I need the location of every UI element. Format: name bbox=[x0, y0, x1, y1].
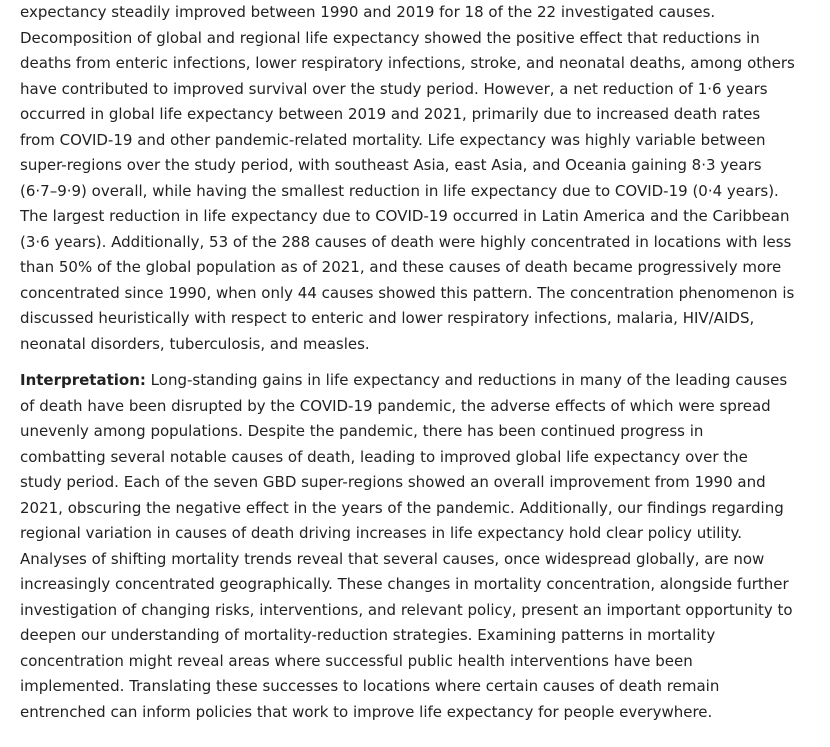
text-line: (3·6 years). Additionally, 53 of the 288 causes of death were highly concentrated in locations with less bbox=[20, 232, 792, 251]
text-line: unevenly among populations. Despite the pandemic, there has been continued progress in bbox=[20, 422, 704, 440]
text-line: investigation of changing risks, interventions, and relevant policy, present an important opportunity to bbox=[20, 600, 793, 619]
text-line: than 50% of the global population as of 2021, and these causes of death became progressively more bbox=[20, 258, 782, 276]
text-line: concentrated since 1990, when only 44 causes showed this pattern. The concentration phenomenon is bbox=[20, 283, 795, 302]
text-line: (6·7–9·9) overall, while having the smallest reduction in life expectancy due to COVID-19 (0·4 years). bbox=[20, 181, 779, 200]
text-line: Analyses of shifting mortality trends reveal that several causes, once widespread globally, are now bbox=[20, 549, 765, 568]
text-line: neonatal disorders, tuberculosis, and measles. bbox=[20, 334, 370, 353]
text-line: deaths from enteric infections, lower respiratory infections, stroke, and neonatal deaths, among others bbox=[20, 54, 795, 72]
interpretation-paragraph bbox=[20, 368, 820, 725]
text-line: occurred in global life expectancy between 2019 and 2021, primarily due to increased death rates bbox=[20, 105, 761, 123]
abstract-text bbox=[20, 0, 820, 725]
interpretation-first-line: Long-standing gains in life expectancy and reductions in many of the leading causes bbox=[145, 371, 788, 389]
text-line: entrenched can inform policies that work to improve life expectancy for people everywhere. bbox=[20, 702, 713, 721]
text-line bbox=[20, 368, 820, 394]
text-line: have contributed to improved survival over the study period. However, a net reduction of 1·6 years bbox=[20, 79, 768, 98]
text-line: super-regions over the study period, with southeast Asia, east Asia, and Oceania gaining 8·3 years bbox=[20, 156, 762, 174]
text-line: discussed heuristically with respect to enteric and lower respiratory infections, malaria, HIV/AIDS, bbox=[20, 309, 755, 327]
text-line: study period. Each of the seven GBD super-regions showed an overall improvement from 1990 and bbox=[20, 473, 766, 491]
text-line: increasingly concentrated geographically. These changes in mortality concentration, alongside further bbox=[20, 575, 789, 593]
text-line: The largest reduction in life expectancy due to COVID-19 occurred in Latin America and the Caribbean bbox=[20, 207, 790, 225]
paragraph-gap bbox=[20, 357, 820, 368]
text-line: deepen our understanding of mortality-reduction strategies. Examining patterns in mortality bbox=[20, 626, 716, 644]
text-line: implemented. Translating these successes to locations where certain causes of death remain bbox=[20, 677, 720, 695]
text-line: expectancy steadily improved between 1990 and 2019 for 18 of the 22 investigated causes. bbox=[20, 3, 716, 21]
text-line: concentration might reveal areas where successful public health interventions have been bbox=[20, 651, 693, 670]
text-line: of death have been disrupted by the COVID-19 pandemic, the adverse effects of which were spread bbox=[20, 396, 771, 415]
text-line: from COVID-19 and other pandemic-related mortality. Life expectancy was highly variable between bbox=[20, 130, 766, 149]
text-line: combatting several notable causes of death, leading to improved global life expectancy over the bbox=[20, 447, 748, 466]
text-line: 2021, obscuring the negative effect in the years of the pandemic. Additionally, our findings regarding bbox=[20, 498, 784, 517]
findings-paragraph bbox=[20, 0, 820, 357]
text-line: regional variation in causes of death driving increases in life expectancy hold clear policy utility. bbox=[20, 524, 742, 542]
interpretation-label: Interpretation: bbox=[20, 371, 146, 389]
text-line: Decomposition of global and regional life expectancy showed the positive effect that reductions in bbox=[20, 28, 760, 47]
